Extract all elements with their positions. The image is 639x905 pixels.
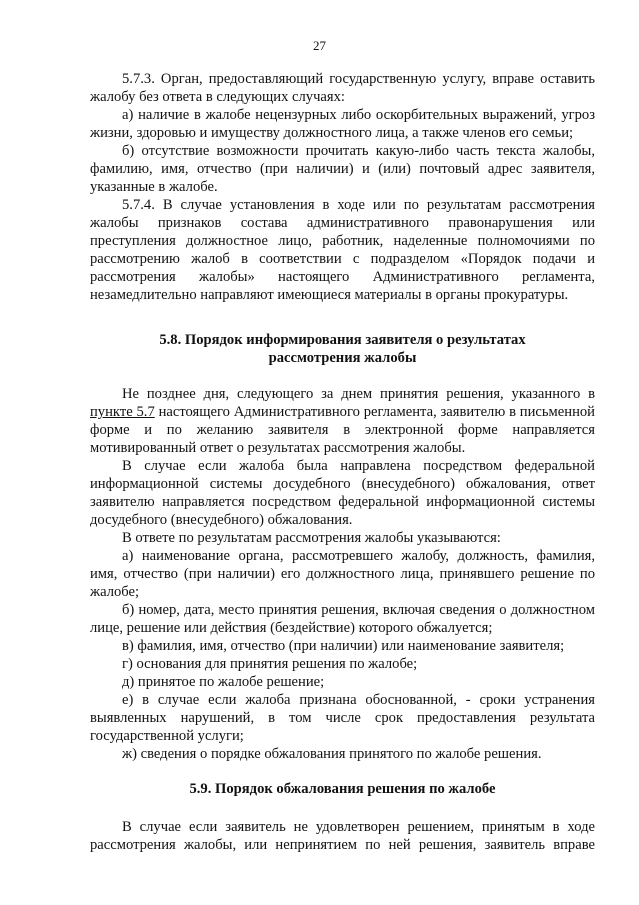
section-5-8-heading-line1: 5.8. Порядок информирования заявителя о результатах (159, 332, 526, 348)
text-span: настоящего Административного регламента, заявителю в письменной форме и по желанию заявителя в электронной форме направляется мотивированный ответ о результатах рассмотрения жалобы. (90, 404, 595, 456)
section-5-8-heading (90, 331, 595, 367)
paragraph-5-8-intro (90, 385, 595, 457)
section-5-8-body (90, 385, 595, 763)
list-item-a: а) наименование органа, рассмотревшего жалобу, должность, фамилия, имя, отчество (при наличии) его должностного лица, принявшего решение по жалобе; (90, 548, 595, 600)
section-5-8-heading-line2: рассмотрения жалобы (268, 350, 417, 366)
paragraph-5-7-3: 5.7.3. Орган, предоставляющий государственную услугу, вправе оставить жалобу без ответа в следующих случаях: (90, 71, 595, 105)
paragraph-5-7-4: 5.7.4. В случае установления в ходе или по результатам рассмотрения жалобы признаков состава административного правонарушения или преступления должностное лицо, работник, наделенные полномочиями по рассмотрению жалоб в соответствии с подразделом «Порядок подачи и рассмотрения жалобы» настоящего Административного регламента, незамедлительно направляют имеющиеся материалы в органы прокуратуры. (90, 197, 595, 303)
page-number: 27 (313, 38, 326, 53)
list-item-b: б) номер, дата, место принятия решения, включая сведения о должностном лице, решение или действия (бездействие) которого обжалуется; (90, 602, 595, 636)
clause-reference-link[interactable]: пункте 5.7 (90, 404, 155, 420)
list-item-d: д) принятое по жалобе решение; (122, 674, 325, 690)
paragraph-response-contents: В ответе по результатам рассмотрения жалобы указываются: (122, 530, 501, 546)
list-item-e: е) в случае если жалоба признана обоснованной, - сроки устранения выявленных нарушений, в том числе срок предоставления результата государственной услуги; (90, 692, 595, 744)
section-5-7-body (90, 70, 595, 304)
list-item-v: в) фамилия, имя, отчество (при наличии) или наименование заявителя; (122, 638, 565, 654)
list-item-b: б) отсутствие возможности прочитать какую-либо часть текста жалобы, фамилию, имя, отчество (при наличии) и (или) почтовый адрес заявителя, указанные в жалобе. (90, 143, 595, 195)
list-item-a: а) наличие в жалобе нецензурных либо оскорбительных выражений, угроз жизни, здоровью и имуществу должностного лица, а также членов его семьи; (90, 107, 595, 141)
paragraph-federal-system: В случае если жалоба была направлена посредством федеральной информационной системы досудебного (внесудебного) обжалования, ответ заявителю направляется посредством федеральной информационной системы досудебного (внесудебного) обжалования. (90, 458, 595, 528)
section-5-9-heading: 5.9. Порядок обжалования решения по жалобе (189, 781, 496, 797)
paragraph-5-9-intro: В случае если заявитель не удовлетворен решением, принятым в ходе рассмотрения жалобы, или непринятием по ней решения, заявитель вправе (90, 819, 595, 853)
list-item-zh: ж) сведения о порядке обжалования принятого по жалобе решения. (122, 746, 542, 762)
section-5-9-body (90, 818, 595, 854)
text-span: Не позднее дня, следующего за днем принятия решения, указанного в (122, 386, 595, 402)
list-item-g: г) основания для принятия решения по жалобе; (122, 656, 418, 672)
